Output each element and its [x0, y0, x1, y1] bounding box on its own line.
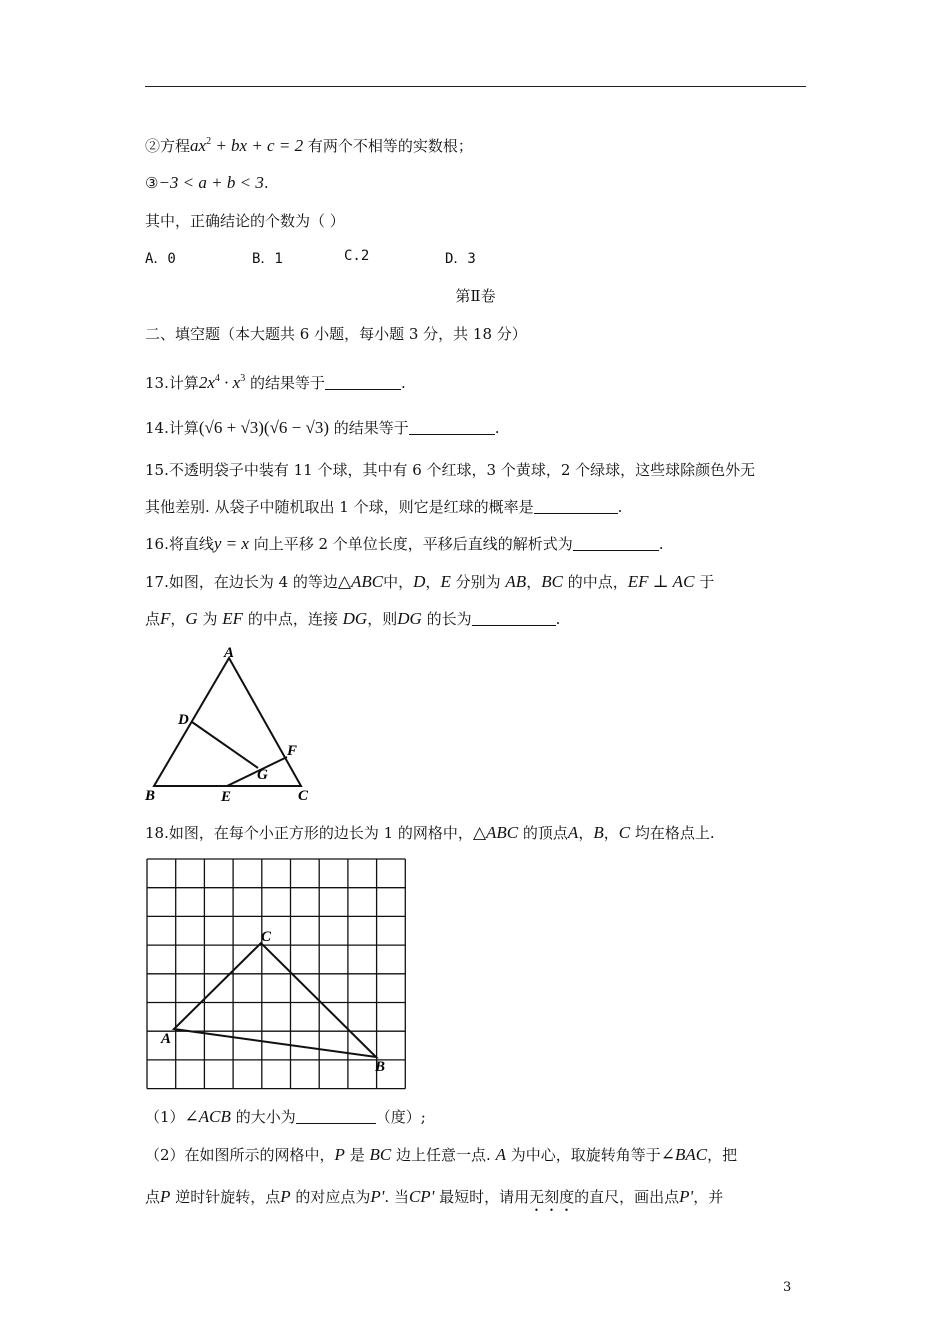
q15-line2: 其他差别. 从袋子中随机取出 1 个球，则它是红球的概率是 .	[145, 498, 623, 516]
page-number: 3	[783, 1280, 792, 1295]
label-f: F	[287, 743, 298, 759]
q11-option-b: B．1	[252, 251, 283, 267]
q18-part1: （1）∠ACB 的大小为 （度）;	[145, 1107, 426, 1126]
label-a: A	[224, 645, 235, 661]
q17-answer-blank[interactable]	[472, 611, 556, 626]
section-heading: 二、填空题（本大题共 6 小题，每小题 3 分，共 18 分）	[145, 325, 527, 343]
q15-answer-blank[interactable]	[534, 499, 618, 514]
q18-stem: 18.如图，在每个小正方形的边长为 1 的网格中，△ABC 的顶点A，B，C 均在格点上.	[145, 823, 715, 842]
q16: 16.将直线y = x 向上平移 2 个单位长度，平移后直线的解析式为 .	[145, 534, 664, 553]
q14-answer-blank[interactable]	[409, 420, 495, 435]
q11-option-a: A．0	[145, 251, 176, 267]
q18-angle-blank[interactable]	[296, 1109, 376, 1124]
q14: 14.计算(√6 + √3)(√6 − √3) 的结果等于 .	[145, 418, 500, 437]
q13: 13.计算$2x^4 \cdot x^3$ 的结果等于 .	[145, 373, 406, 392]
header-rule	[145, 86, 806, 87]
q11-option-d: D．3	[445, 251, 476, 267]
grid-label-b: B	[375, 1059, 386, 1075]
q13-answer-blank[interactable]	[325, 375, 401, 390]
label-g: G	[257, 767, 268, 783]
grid-label-c: C	[261, 929, 272, 945]
q18-part2-line2: 点P 逆时针旋转，点P 的对应点为P'. 当CP' 最短时，请用无刻度的直尺，画出点P'，并	[145, 1187, 724, 1206]
volume-title: 第Ⅱ卷	[455, 287, 496, 305]
label-c: C	[298, 788, 309, 804]
q11-item2: ②方程$ax^2$ + bx + c = 2 有两个不相等的实数根；	[145, 136, 473, 155]
grid-label-a: A	[161, 1031, 172, 1047]
segment-dg	[192, 722, 258, 768]
q17-line2: 点F，G 为 EF 的中点，连接 DG，则DG 的长为 .	[145, 609, 561, 628]
q11-question: 其中，正确结论的个数为（ ）	[145, 212, 345, 230]
label-d: D	[178, 712, 189, 728]
label-e: E	[221, 789, 232, 805]
label-b: B	[145, 788, 156, 804]
q18-grid-figure	[140, 852, 420, 1097]
q18-part2-line1: （2）在如图所示的网格中，P 是 BC 边上任意一点. A 为中心，取旋转角等于∠BAC，把	[145, 1145, 738, 1164]
q16-answer-blank[interactable]	[573, 536, 659, 551]
q11-item3: ③−3 < a + b < 3.	[145, 173, 269, 192]
q15-line1: 15.不透明袋子中装有 11 个球，其中有 6 个红球，3 个黄球，2 个绿球，这些球除颜色外无	[145, 461, 756, 479]
q11-option-c: C.2	[344, 248, 370, 264]
grid-lines	[147, 859, 405, 1089]
q17-line1: 17.如图，在边长为 4 的等边△ABC中，D，E 分别为 AB，BC 的中点，EF ⊥ AC 于	[145, 572, 715, 591]
triangle-abc	[154, 658, 301, 786]
q17-triangle-figure	[140, 640, 320, 810]
